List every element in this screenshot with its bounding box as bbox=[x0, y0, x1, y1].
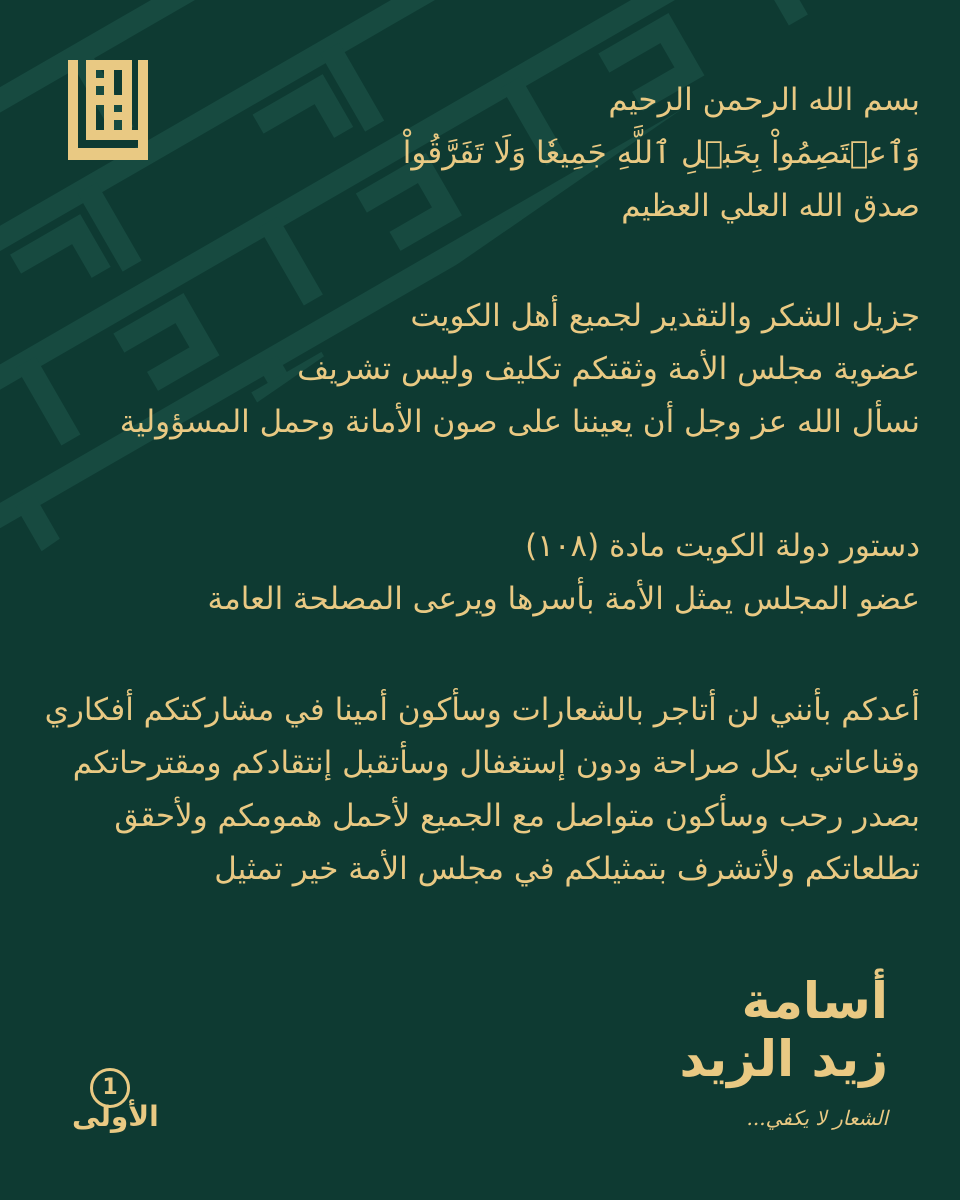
thanks-line: جزيل الشكر والتقدير لجميع أهل الكويت bbox=[410, 298, 920, 334]
verse-closing-line: صدق الله العلي العظيم bbox=[621, 188, 920, 224]
signature-last-name: زيد الزيد bbox=[679, 1030, 888, 1088]
first-badge bbox=[60, 1060, 200, 1140]
verse-block bbox=[40, 74, 920, 233]
constitution-block bbox=[40, 520, 920, 626]
thanks-line: عضوية مجلس الأمة وثقتكم تكليف وليس تشريف bbox=[297, 351, 920, 387]
constitution-line: عضو المجلس يمثل الأمة بأسرها ويرعى المصلحة العامة bbox=[207, 581, 920, 617]
promise-line: بصدر رحب وسأكون متواصل مع الجميع لأحمل همومكم ولأحقق bbox=[114, 798, 920, 834]
badge-number: 1 bbox=[90, 1068, 130, 1108]
slogan-text: الشعار لا يكفي... bbox=[746, 1106, 888, 1130]
signature-first-name: أسامة bbox=[741, 972, 888, 1030]
badge-text: الأولى bbox=[72, 1100, 159, 1133]
basmala-line: بسم الله الرحمن الرحيم bbox=[608, 82, 920, 118]
thanks-line: نسأل الله عز وجل أن يعيننا على صون الأمانة وحمل المسؤولية bbox=[119, 404, 920, 440]
promise-line: أعدكم بأنني لن أتاجر بالشعارات وسأكون أمينا في مشاركتكم أفكاري bbox=[44, 692, 920, 728]
thanks-block bbox=[40, 290, 920, 449]
promise-line: تطلعاتكم ولأتشرف بتمثيلكم في مجلس الأمة خير تمثيل bbox=[214, 851, 920, 887]
promise-line: وقناعاتي بكل صراحة ودون إستغفال وسأتقبل إنتقادكم ومقترحاتكم bbox=[72, 745, 920, 781]
promise-block bbox=[40, 684, 920, 896]
verse-line: وَٱعۡتَصِمُواْ بِحَبۡلِ ٱللَّهِ جَمِيعٗا وَلَا تَفَرَّقُواْ bbox=[402, 135, 920, 171]
constitution-line: دستور دولة الكويت مادة (١٠٨) bbox=[525, 528, 920, 564]
